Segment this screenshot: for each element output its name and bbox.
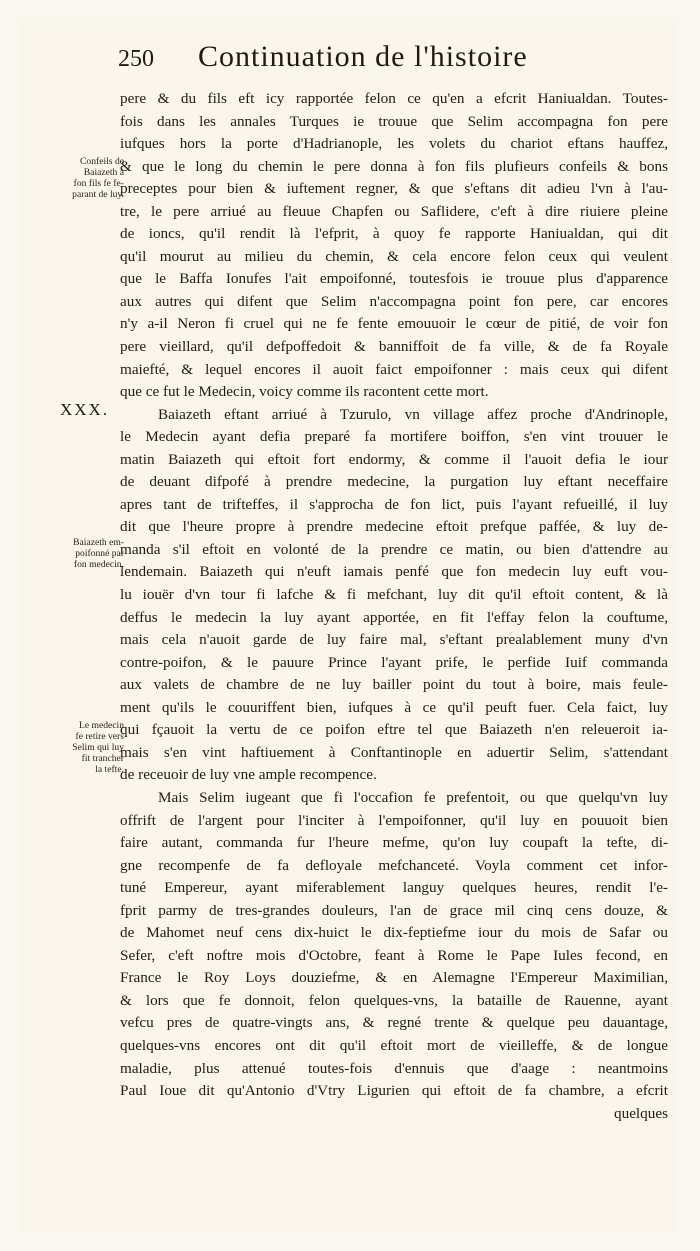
text-line: & lors que fe donnoit, felon quelques-vns, la bataille de Rauenne, ayant [120, 991, 668, 1009]
text-line: Paul Ioue dit qu'Antonio d'Vtry Ligurien qui eftoit de fa chambre, a efcrit [120, 1082, 668, 1100]
text-line: iufques hors la porte d'Hadrianople, les volets du chariot eftans hauffez, [120, 135, 668, 153]
text-line: pere vieillard, qu'il defpoffedoit & banniffoit de fa ville, & de fa Royale [120, 338, 668, 356]
text-line: que le Baffa Ionufes l'ait empoifonné, toutesfois ie trouue plus d'apparence [120, 270, 668, 288]
text-line: ment qu'ils le couuriffent bien, iufques à ce qu'il peuft fuer. Cela faict, luy [120, 698, 668, 716]
margin-note-line: fit trancher [81, 753, 124, 764]
text-line: quelques-vns encores ont dit qu'il eftoit mort de vieilleffe, & de longue [120, 1036, 668, 1054]
margin-note-line: Baiazeth à [83, 167, 124, 178]
section-mark: XXX. [60, 400, 110, 419]
page-number: 250 [118, 46, 154, 72]
text-line: de Mahomet neuf cens dix-huict le dix-feptiefme iour du mois de Safar ou [120, 924, 668, 942]
text-line: aux autres qui difent que Selim n'accompagna point fon pere, car encores [120, 292, 668, 310]
text-line: lendemain. Baiazeth qui n'euft iamais penfé que fon medecin luy euft vou- [120, 563, 668, 581]
text-line: qu'il mourut au milieu du chemin, & cela encore felon ceux qui veulent [120, 247, 668, 265]
margin-note-line: Selim qui luy [72, 742, 124, 753]
margin-note-line: poifonné par [75, 548, 124, 559]
text-line: de receuoir de luy vne ample recompence. [120, 766, 377, 784]
text-line: n'y a-il Neron fi cruel qui ne fe fente emouuoir le cœur de pitié, de voir fon [120, 315, 668, 333]
paragraph-3 [120, 787, 668, 1103]
text-line: fois dans les annales Turques ie trouue que Selim accompagna fon pere [120, 112, 668, 130]
text-line: deffus le medecin la luy ayant apportée, en fit l'effay felon la couftume, [120, 608, 668, 626]
margin-note-line: fon fils fe fe- [73, 178, 124, 189]
paragraph-1 [120, 88, 668, 404]
margin-note-conseils [54, 156, 124, 200]
text-line: & que le long du chemin le pere donna à fon fils plufieurs confeils & bons [120, 157, 668, 175]
body-text [120, 88, 668, 1125]
text-line: maladie, plus attenué toutes-fois d'ennuis que d'aage : neantmoins [120, 1059, 668, 1077]
text-line: Baiazeth eftant arriué à Tzurulo, vn village affez proche d'Andrinople, [158, 405, 668, 423]
paragraph-2 [120, 404, 668, 787]
text-line: lu iouër d'vn tour fi lafche & fi mefchant, luy dit qu'il eftoit content, & là [120, 586, 668, 604]
text-line: Sefer, c'eft noftre mois d'Octobre, feant à Rome le Pape Iules fecond, en [120, 946, 668, 964]
text-line: qui fçauoit la vertu de ce poifon eftre tel que Baiazeth n'en releueroit ia- [120, 721, 668, 739]
margin-note-medecin [54, 720, 124, 775]
text-line: vefcu pres de quatre-vingts ans, & regné trente & quelque peu dauantage, [120, 1014, 668, 1032]
text-line: tuné Empereur, ayant miferablement languy quelques heures, rendit l'e- [120, 879, 668, 897]
text-line: preceptes pour bien & iuftement regner, & que s'eftans dit adieu l'vn à l'au- [120, 180, 668, 198]
margin-note-line: fe retire vers [75, 731, 124, 742]
text-line: dit que l'heure propre à prendre medecine eftoit prefque paffée, & luy de- [120, 518, 668, 536]
text-line: maiefté, & lequel encores il auoit faict empoifonner : mais ceux qui difent [120, 360, 668, 378]
text-line: apres tant de trifteffes, il s'approcha de fon lict, puis l'ayant refueillé, il luy [120, 495, 668, 513]
text-line: tre, le pere arriué au fleuue Chapfen ou Saflidere, c'eft à dire riuiere pleine [120, 202, 668, 220]
text-line: contre-poifon, & le pauure Prince l'ayant prife, le perfide Iuif commanda [120, 653, 668, 671]
text-line: de ioncs, qu'il rendit là l'efprit, à quoy fe rapporte Haniualdan, qui dit [120, 225, 668, 243]
text-line: gne recompenfe de fa defloyale mefchanceté. Voyla comment cet infor- [120, 856, 668, 874]
text-line: le Medecin ayant defia preparé fa mortifere boiffon, s'en vint trouuer le [120, 428, 668, 446]
text-line: France le Roy Loys douziefme, & en Alemagne l'Empereur Maximilian, [120, 969, 668, 987]
catchword: quelques [614, 1104, 668, 1122]
margin-note-line: fon medecin. [73, 559, 124, 570]
text-line: de deuant difpofé à prendre medecine, la purgation luy eftant neceffaire [120, 473, 668, 491]
running-title: Continuation de l'histoire [198, 40, 528, 73]
text-line: faire autant, commanda fur l'heure mefme, qu'on luy coupaft la tefte, di- [120, 834, 668, 852]
text-line: offrift de l'argent pour l'inciter à l'empoifonner, qu'il luy en pouuoit bien [120, 811, 668, 829]
text-line: mais s'en vint haftiuement à Conftantinople en aduertir Selim, s'attendant [120, 743, 668, 761]
text-line: fprit parmy de tres-grandes douleurs, l'an de grace mil cinq cens douze, & [120, 901, 668, 919]
text-line: que ce fut le Medecin, voicy comme ils racontent cette mort. [120, 383, 489, 401]
text-line: Mais Selim iugeant que fi l'occafion fe prefentoit, ou que quelqu'vn luy [158, 788, 668, 806]
margin-note-empoisonne [54, 537, 124, 570]
margin-note-line: parant de luy. [72, 189, 124, 200]
text-line: aux valets de chambre de ne luy bailler point du tout à boire, mais feule- [120, 676, 668, 694]
text-line: matin Baiazeth qui eftoit fort endormy, & comme il l'auoit defia le iour [120, 450, 668, 468]
text-line: mais cela n'auoit garde de luy faire mal, s'eftant prealablement muny d'vn [120, 631, 668, 649]
margin-note-line: la tefte. [95, 764, 124, 775]
margin-note-line: Le medecin [78, 720, 124, 731]
text-line: manda s'il eftoit en volonté de la prendre ce matin, ou bien d'attendre au [120, 540, 668, 558]
margin-note-line: Baiazeth em- [73, 537, 124, 548]
text-line: pere & du fils eft icy rapportée felon ce qu'en a efcrit Haniualdan. Toutes- [120, 90, 668, 107]
page-header [118, 40, 678, 88]
margin-note-line: Confeils de [80, 156, 124, 167]
